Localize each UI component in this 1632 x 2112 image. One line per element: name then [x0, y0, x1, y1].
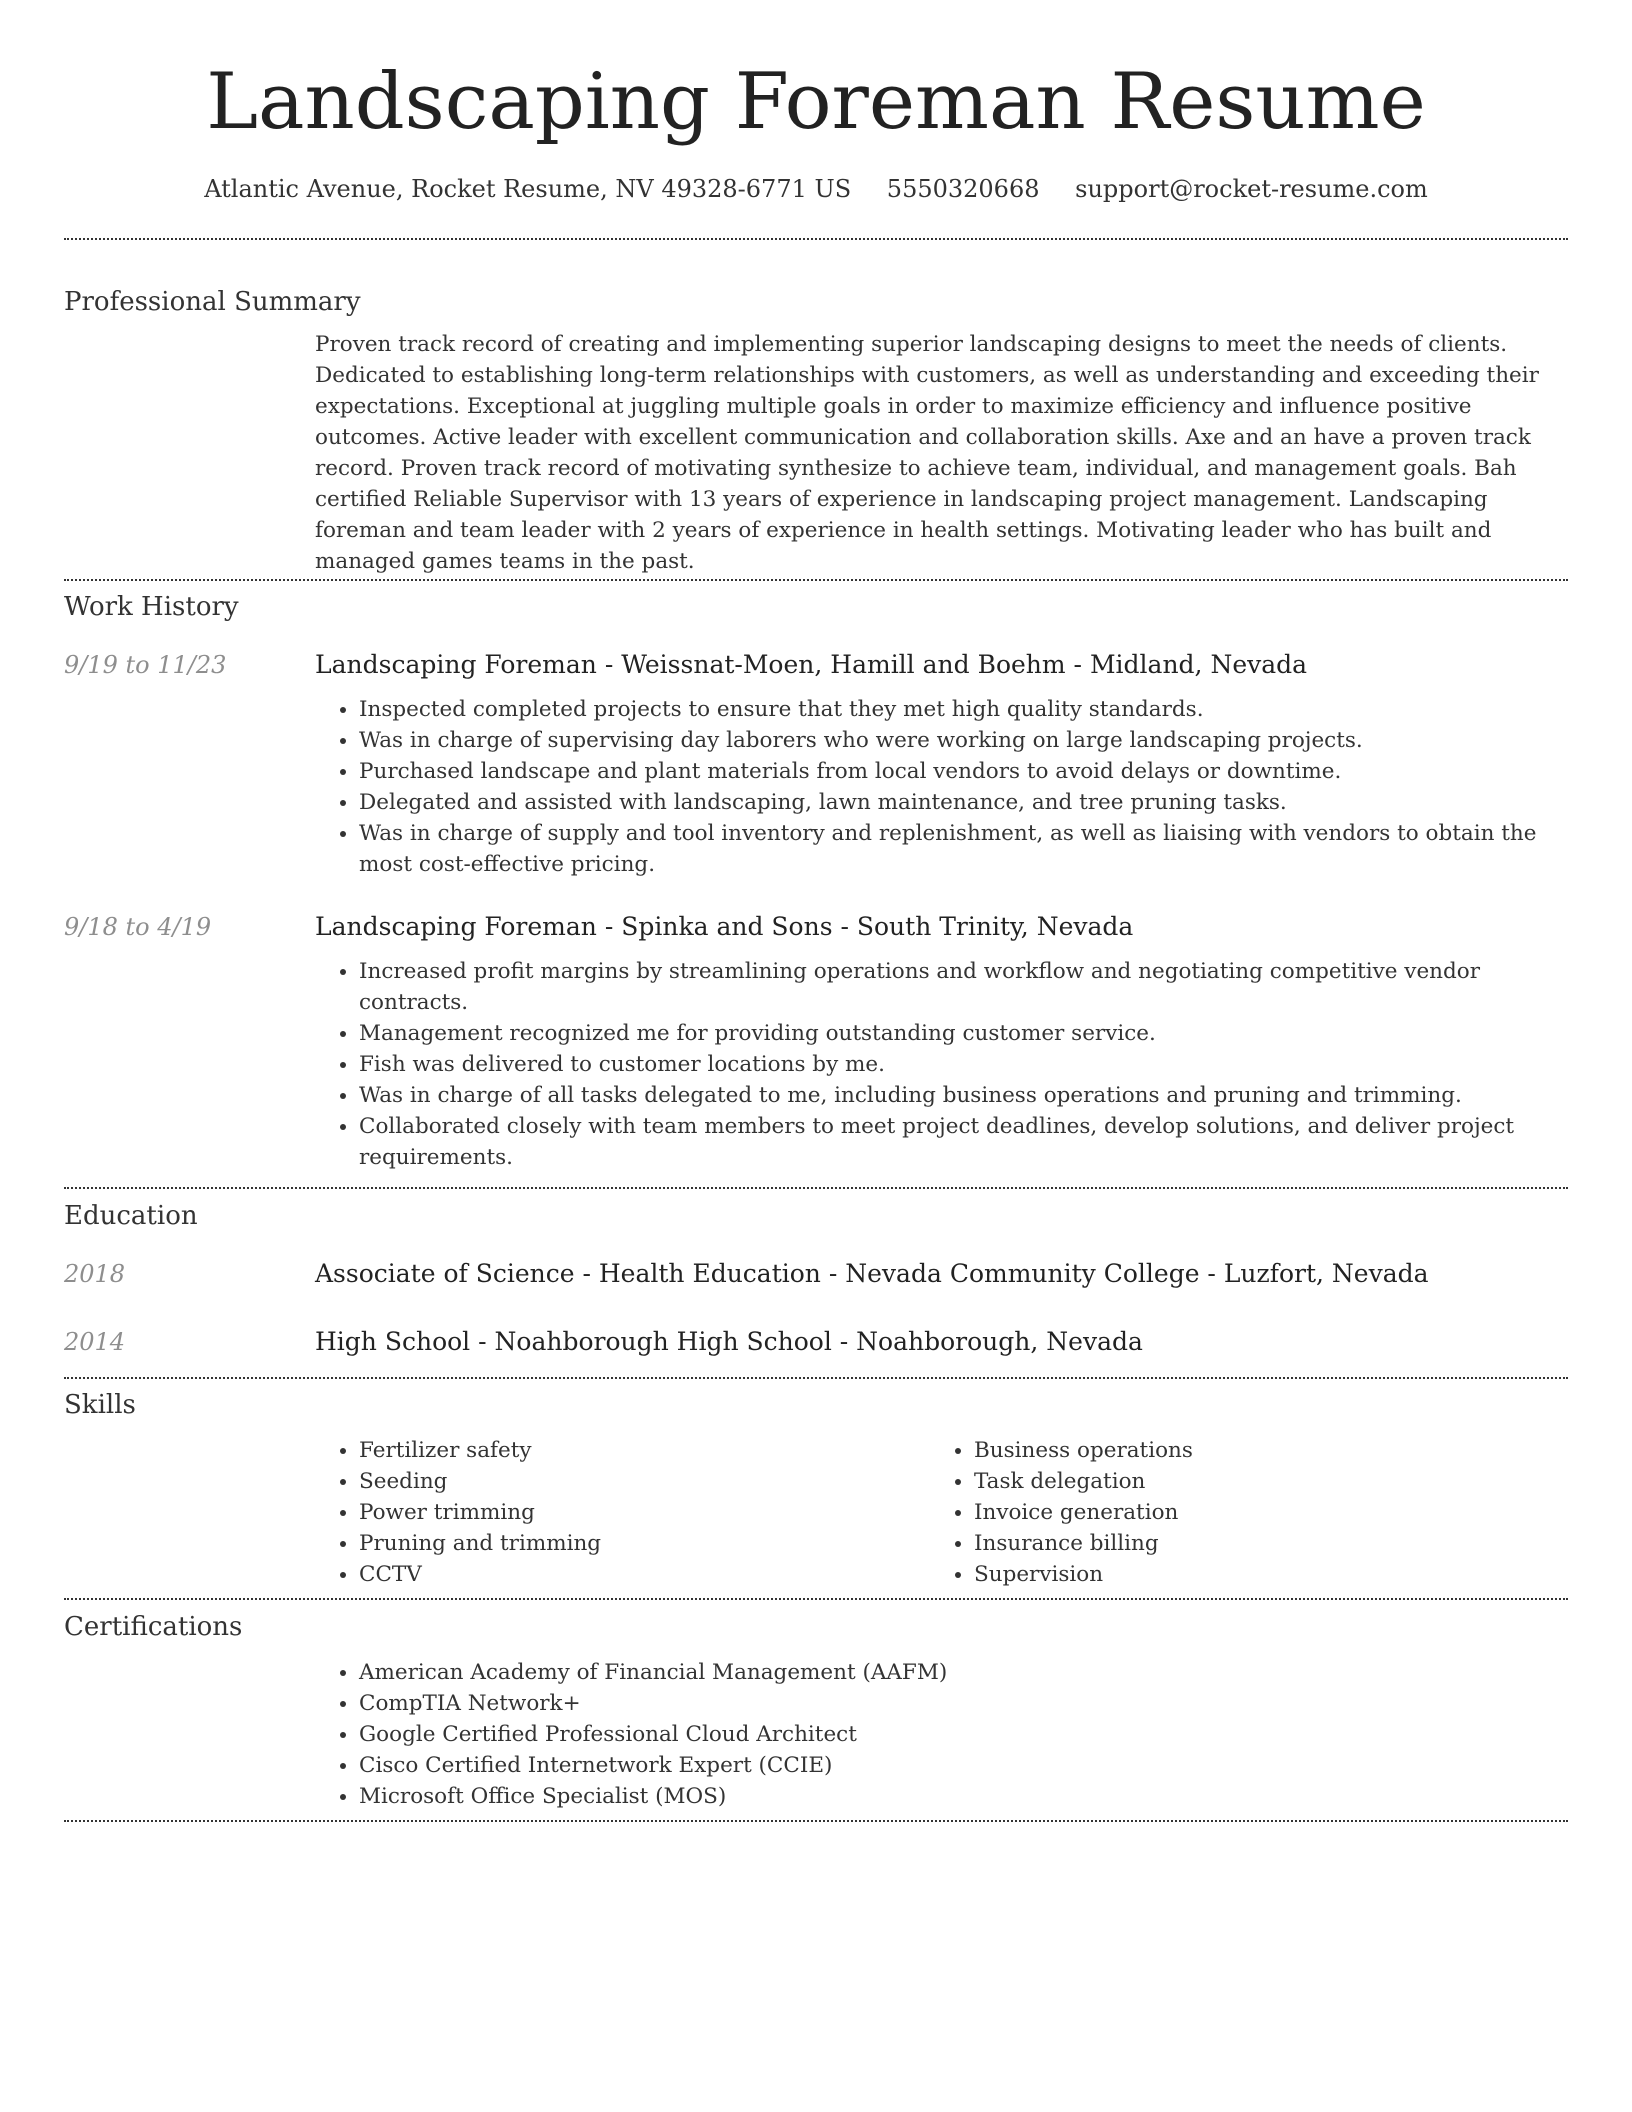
education-entry: [64, 1257, 1568, 1291]
job-bullets: [315, 694, 1568, 880]
list-item: • Management recognized me for providing outstanding customer service.: [359, 1018, 1568, 1049]
job-entry: [64, 648, 1568, 682]
job-employer: - Weissnat-Moen, Hamill and Boehm - Midland, Nevada: [596, 650, 1308, 679]
section-divider: [64, 579, 1568, 581]
job-employer: - Spinka and Sons - South Trinity, Nevada: [596, 912, 1134, 941]
list-item: • Supervision: [974, 1559, 1474, 1590]
section-divider: [64, 1377, 1568, 1379]
list-item: • CCTV: [359, 1559, 930, 1590]
resume-page: [64, 0, 1568, 1822]
section-title-education: Education: [64, 1201, 198, 1231]
list-item: • Seeding: [359, 1466, 930, 1497]
list-item: • American Academy of Financial Management (AAFM): [359, 1657, 1568, 1688]
list-item: • Delegated and assisted with landscaping, lawn maintenance, and tree pruning tasks.: [359, 787, 1568, 818]
list-item: • Insurance billing: [974, 1528, 1474, 1559]
section-divider: [64, 1598, 1568, 1600]
section-divider: [64, 1820, 1568, 1822]
contact-line: [64, 172, 1568, 206]
education-school: - Noahborough High School - Noahborough, Nevada: [470, 1327, 1143, 1356]
job-title: [315, 648, 1307, 682]
resume-title: Landscaping Foreman Resume: [206, 57, 1426, 147]
education-title: [315, 1257, 1429, 1291]
job-role: Landscaping Foreman: [315, 912, 597, 941]
list-item: • Invoice generation: [974, 1497, 1474, 1528]
list-item: • Microsoft Office Specialist (MOS): [359, 1781, 1568, 1812]
education-entry: [64, 1325, 1568, 1359]
section-divider: [64, 238, 1568, 240]
list-item: • Fertilizer safety: [359, 1435, 930, 1466]
job-date: 9/19 to 11/23: [64, 651, 227, 679]
section-divider: [64, 1187, 1568, 1189]
list-item: • Inspected completed projects to ensure that they met high quality standards.: [359, 694, 1568, 725]
list-item: • CompTIA Network+: [359, 1688, 1568, 1719]
education-school: - Nevada Community College - Luzfort, Nevada: [820, 1259, 1429, 1288]
education-date: 2014: [64, 1328, 126, 1356]
list-item: • Power trimming: [359, 1497, 930, 1528]
list-item: • Collaborated closely with team members to meet project deadlines, develop solutions, and deliver project requirements.: [359, 1111, 1568, 1173]
section-title-certifications: Certifications: [64, 1612, 243, 1642]
list-item: • Increased profit margins by streamlining operations and workflow and negotiating competitive vendor contracts.: [359, 956, 1568, 1018]
list-item: • Was in charge of supervising day laborers who were working on large landscaping projects.: [359, 725, 1568, 756]
contact-email: support@rocket-resume.com: [1075, 175, 1428, 203]
contact-address: Atlantic Avenue, Rocket Resume, NV 49328-6771 US: [204, 175, 852, 203]
skills-column-right: [930, 1435, 1474, 1590]
skills-column-left: [315, 1435, 930, 1590]
list-item: • Fish was delivered to customer locations by me.: [359, 1049, 1568, 1080]
list-item: • Purchased landscape and plant materials from local vendors to avoid delays or downtime.: [359, 756, 1568, 787]
section-title-skills: Skills: [64, 1390, 136, 1420]
job-role: Landscaping Foreman: [315, 650, 597, 679]
job-date: 9/18 to 4/19: [64, 913, 212, 941]
education-degree: Associate of Science - Health Education: [315, 1259, 821, 1288]
list-item: • Was in charge of supply and tool inventory and replenishment, as well as liaising with vendors to obtain the most cost-effective pricing.: [359, 818, 1568, 880]
list-item: • Was in charge of all tasks delegated to me, including business operations and pruning and trimming.: [359, 1080, 1568, 1111]
list-item: • Cisco Certified Internetwork Expert (CCIE): [359, 1750, 1568, 1781]
education-date: 2018: [64, 1260, 126, 1288]
job-bullets: [315, 956, 1568, 1173]
job-title: [315, 910, 1133, 944]
list-item: • Google Certified Professional Cloud Architect: [359, 1719, 1568, 1750]
certifications-list: [315, 1657, 1568, 1812]
section-title-work: Work History: [64, 592, 239, 622]
section-title-summary: Professional Summary: [64, 287, 361, 317]
list-item: • Task delegation: [974, 1466, 1474, 1497]
list-item: • Pruning and trimming: [359, 1528, 930, 1559]
contact-phone: 5550320668: [886, 175, 1040, 203]
skills-list: [315, 1435, 1568, 1590]
job-entry: [64, 910, 1568, 944]
education-degree: High School: [315, 1327, 471, 1356]
summary-text: Proven track record of creating and implementing superior landscaping designs to meet the needs of clients. Dedicated to establishing long-term relationships with customers, as well as understanding and exceeding their expectations. Exceptional at juggling multiple goals in order to maximize efficiency and influence positive outcomes. Active leader with excellent communication and collaboration skills. Axe and an have a proven track record. Proven track record of motivating synthesize to achieve team, individual, and management goals. Bah certified Reliable Supervisor with 13 years of experience in landscaping project management. Landscaping foreman and team leader with 2 years of experience in health settings. Motivating leader who has built and managed games teams in the past.: [315, 332, 1539, 574]
education-title: [315, 1325, 1143, 1359]
list-item: • Business operations: [974, 1435, 1474, 1466]
